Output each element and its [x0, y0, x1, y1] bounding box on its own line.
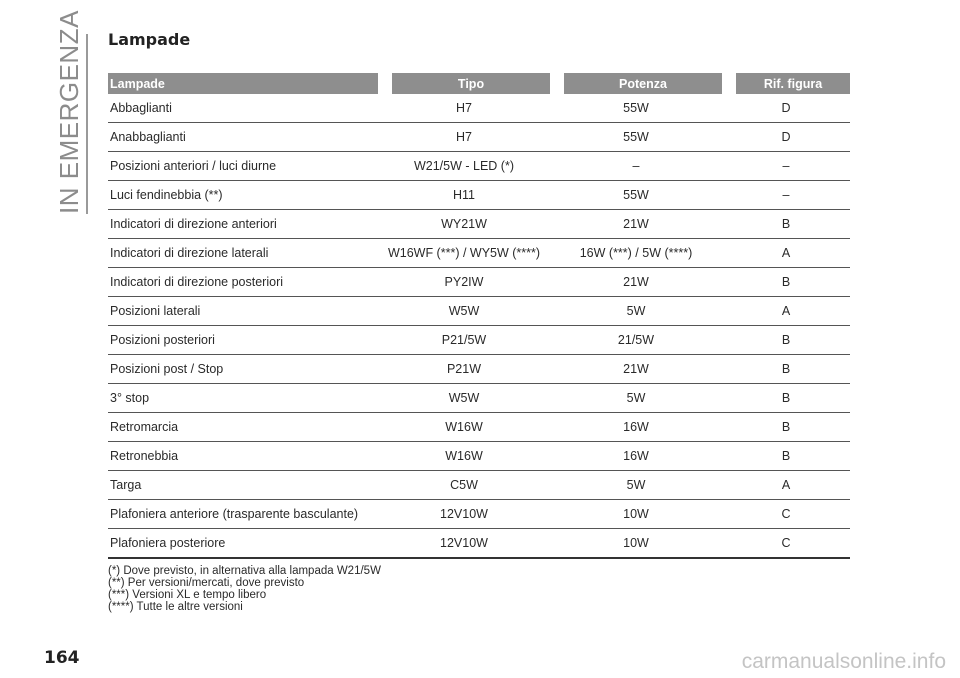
lamp-type-cell: WY21W	[378, 210, 550, 239]
lamp-type-cell: 12V10W	[378, 500, 550, 529]
table-row	[108, 500, 850, 529]
figure-ref-cell: B	[722, 210, 850, 239]
lamp-type-cell: H7	[378, 123, 550, 152]
lamp-name-cell: Posizioni posteriori	[108, 326, 378, 355]
figure-ref-cell: B	[722, 355, 850, 384]
lamp-name-cell: Indicatori di direzione laterali	[108, 239, 378, 268]
lamp-name-cell: Indicatori di direzione anteriori	[108, 210, 378, 239]
lamp-name-cell: Targa	[108, 471, 378, 500]
header-lampade: Lampade	[108, 73, 378, 94]
table-row	[108, 210, 850, 239]
footnotes	[108, 565, 381, 613]
lamp-type-cell: 12V10W	[378, 529, 550, 559]
lamp-name-cell: Retromarcia	[108, 413, 378, 442]
figure-ref-cell: –	[722, 181, 850, 210]
page-number: 164	[44, 648, 80, 668]
lamp-name-cell: Indicatori di direzione posteriori	[108, 268, 378, 297]
table-row	[108, 413, 850, 442]
lamp-type-cell: P21W	[378, 355, 550, 384]
lamp-type-cell: H7	[378, 94, 550, 123]
table-row	[108, 384, 850, 413]
figure-ref-cell: B	[722, 442, 850, 471]
lamp-name-cell: Plafoniera anteriore (trasparente basculante)	[108, 500, 378, 529]
table-row	[108, 239, 850, 268]
lamps-table	[108, 73, 850, 559]
figure-ref-cell: –	[722, 152, 850, 181]
figure-ref-cell: D	[722, 123, 850, 152]
lamp-power-cell: 10W	[550, 500, 722, 529]
section-title: Lampade	[108, 30, 191, 49]
table-row	[108, 355, 850, 384]
footnote: (***) Versioni XL e tempo libero	[108, 589, 267, 601]
lamp-type-cell: W16W	[378, 413, 550, 442]
lamp-type-cell: W16W	[378, 442, 550, 471]
lamp-name-cell: Luci fendinebbia (**)	[108, 181, 378, 210]
lamp-power-cell: 16W	[550, 442, 722, 471]
section-tab-divider	[86, 34, 88, 214]
lamp-type-cell: W16WF (***) / WY5W (****)	[378, 239, 550, 268]
footnote: (**) Per versioni/mercati, dove previsto	[108, 577, 305, 589]
lamp-power-cell: 55W	[550, 181, 722, 210]
lamp-power-cell: 21W	[550, 355, 722, 384]
figure-ref-cell: C	[722, 500, 850, 529]
lamp-type-cell: C5W	[378, 471, 550, 500]
lamp-name-cell: Anabbaglianti	[108, 123, 378, 152]
lamp-name-cell: Posizioni anteriori / luci diurne	[108, 152, 378, 181]
lamp-power-cell: 16W	[550, 413, 722, 442]
lamp-name-cell: Posizioni post / Stop	[108, 355, 378, 384]
lamp-power-cell: 5W	[550, 297, 722, 326]
figure-ref-cell: B	[722, 268, 850, 297]
table-body	[108, 94, 850, 559]
lamp-type-cell: P21/5W	[378, 326, 550, 355]
lamp-type-cell: W5W	[378, 297, 550, 326]
lamp-power-cell: 5W	[550, 384, 722, 413]
lamp-type-cell: H11	[378, 181, 550, 210]
table-row	[108, 297, 850, 326]
table-row	[108, 94, 850, 123]
lamp-type-cell: W21/5W - LED (*)	[378, 152, 550, 181]
lamp-type-cell: PY2IW	[378, 268, 550, 297]
figure-ref-cell: C	[722, 529, 850, 559]
figure-ref-cell: B	[722, 413, 850, 442]
watermark: carmanualsonline.info	[741, 650, 946, 673]
section-tab	[52, 10, 86, 214]
figure-ref-cell: A	[722, 297, 850, 326]
footnote: (*) Dove previsto, in alternativa alla lampada W21/5W	[108, 565, 381, 577]
lamp-power-cell: 5W	[550, 471, 722, 500]
table-row	[108, 471, 850, 500]
lamp-power-cell: 55W	[550, 94, 722, 123]
header-potenza: Potenza	[550, 73, 722, 94]
figure-ref-cell: B	[722, 326, 850, 355]
lamp-name-cell: Plafoniera posteriore	[108, 529, 378, 559]
header-tipo: Tipo	[378, 73, 550, 94]
lamp-name-cell: Abbaglianti	[108, 94, 378, 123]
table-row	[108, 268, 850, 297]
figure-ref-cell: A	[722, 471, 850, 500]
table-row	[108, 181, 850, 210]
lamp-name-cell: Retronebbia	[108, 442, 378, 471]
figure-ref-cell: B	[722, 384, 850, 413]
table-row	[108, 529, 850, 559]
table-row	[108, 326, 850, 355]
section-tab-label: IN EMERGENZA	[54, 10, 84, 214]
lamp-power-cell: 21W	[550, 210, 722, 239]
lamp-power-cell: 55W	[550, 123, 722, 152]
footnote: (****) Tutte le altre versioni	[108, 601, 243, 613]
table-row	[108, 152, 850, 181]
lamp-name-cell: 3° stop	[108, 384, 378, 413]
lamp-power-cell: –	[550, 152, 722, 181]
lamp-power-cell: 16W (***) / 5W (****)	[550, 239, 722, 268]
table-row	[108, 123, 850, 152]
lamp-power-cell: 10W	[550, 529, 722, 559]
table-row	[108, 442, 850, 471]
table-header-row	[108, 73, 850, 94]
lamp-power-cell: 21W	[550, 268, 722, 297]
header-rif-figura: Rif. figura	[722, 73, 850, 94]
lamp-name-cell: Posizioni laterali	[108, 297, 378, 326]
lamp-power-cell: 21/5W	[550, 326, 722, 355]
figure-ref-cell: A	[722, 239, 850, 268]
lamp-type-cell: W5W	[378, 384, 550, 413]
figure-ref-cell: D	[722, 94, 850, 123]
